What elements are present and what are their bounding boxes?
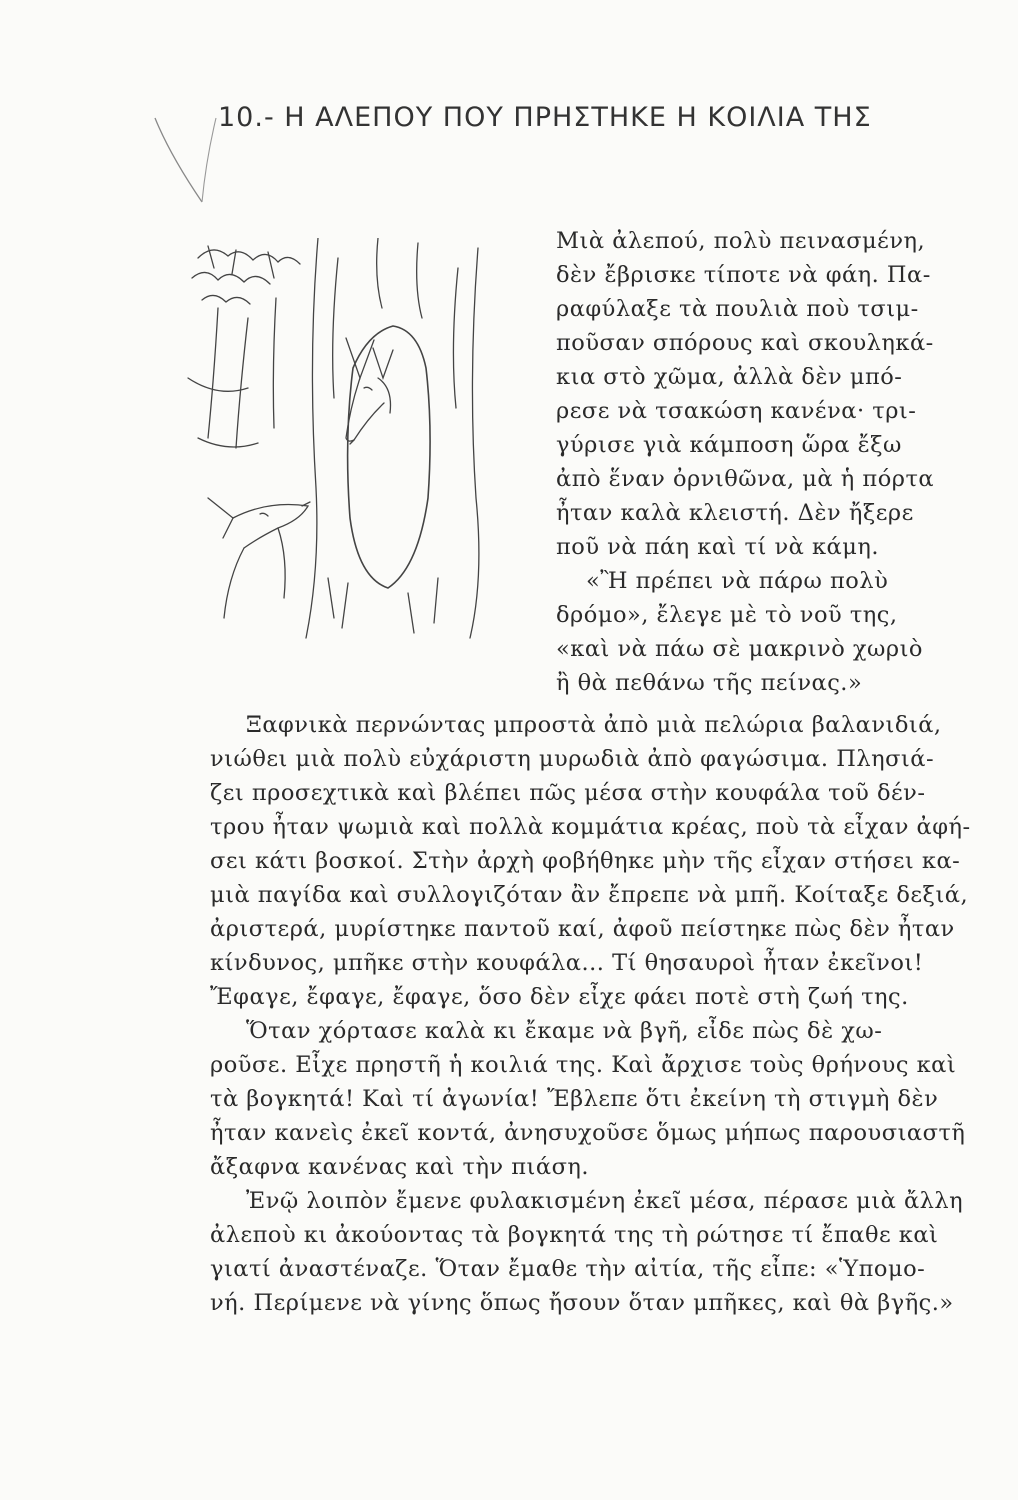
text-line: νιώθει μιὰ πολὺ εὐχάριστη μυρωδιὰ ἀπὸ φαγώσιμα. Πλησιά- [210,746,935,772]
text-line: ζει προσεχτικὰ καὶ βλέπει πῶς μέσα στὴν κουφάλα τοῦ δέν- [210,780,926,806]
text-line: ροῦσε. Εἶχε πρηστῆ ἡ κοιλιά της. Καὶ ἄρχισε τοὺς θρήνους καὶ [210,1052,957,1078]
text-line: νή. Περίμενε νὰ γίνης ὅπως ἤσουν ὅταν μπῆκες, καὶ θὰ βγῆς.» [210,1290,954,1316]
text-line: ἀπὸ ἕναν ὀρνιθῶνα, μὰ ἡ πόρτα [556,466,935,492]
text-line: ἄξαφνα κανένας καὶ τὴν πιάση. [210,1154,590,1180]
text-line: ποῦσαν σπόρους καὶ σκουληκά- [556,330,934,356]
text-line: δρόμο», ἔλεγε μὲ τὸ νοῦ της, [556,602,898,628]
text-line: Ἔφαγε, ἔφαγε, ἔφαγε, ὅσο δὲν εἶχε φάει ποτὲ στὴ ζωή της. [210,984,909,1010]
text-line: δὲν ἔβρισκε τίποτε νὰ φάη. Πα- [556,262,931,288]
text-line: κια στὸ χῶμα, ἀλλὰ δὲν μπό- [556,364,903,390]
text-line: ραφύλαξε τὰ πουλιὰ ποὺ τσιμ- [556,296,919,322]
text-line: ποῦ νὰ πάη καὶ τί νὰ κάμη. [556,534,879,560]
text-line: γιατί ἀναστέναζε. Ὅταν ἔμαθε τὴν αἰτία, τῆς εἶπε: «Ὑπομο- [210,1256,926,1282]
text-line: Μιὰ ἀλεπού, πολὺ πεινασμένη, [556,228,926,254]
text-line: ἀλεποὺ κι ἀκούοντας τὰ βογκητά της τὴ ρώτησε τί ἔπαθε καὶ [210,1222,939,1248]
text-line: σει κάτι βοσκοί. Στὴν ἀρχὴ φοβήθηκε μὴν τῆς εἶχαν στήσει κα- [210,848,961,874]
text-line: «καὶ νὰ πάω σὲ μακρινὸ χωριὸ [556,636,923,662]
text-line: ἢ θὰ πεθάνω τῆς πείνας.» [556,670,863,696]
text-line: Ξαφνικὰ περνώντας μπροστὰ ἀπὸ μιὰ πελώρια βαλανιδιά, [246,712,942,738]
text-line: τρου ἦταν ψωμιὰ καὶ πολλὰ κομμάτια κρέας, ποὺ τὰ εἶχαν ἀφή- [210,814,971,840]
text-line: ἦταν κανεὶς ἐκεῖ κοντά, ἀνησυχοῦσε ὅμως μήπως παρουσιαστῆ [210,1120,966,1146]
text-line: γύρισε γιὰ κάμποση ὥρα ἔξω [556,432,902,458]
text-line: μιὰ παγίδα καὶ συλλογιζόταν ἂν ἔπρεπε νὰ μπῆ. Κοίταξε δεξιά, [210,882,969,908]
chapter-title: 10.- Η ΑΛΕΠΟΥ ΠΟΥ ΠΡΗΣΤΗΚΕ Η ΚΟΙΛΙΑ ΤΗΣ [218,102,872,133]
text-line: κίνδυνος, μπῆκε στὴν κουφάλα... Τί θησαυροὶ ἦταν ἐκεῖνοι! [210,950,924,976]
fox-in-tree-hollow-icon [178,238,498,643]
text-line: «Ἢ πρέπει νὰ πάρω πολὺ [586,568,889,594]
text-line: τὰ βογκητά! Καὶ τί ἀγωνία! Ἔβλεπε ὅτι ἐκείνη τὴ στιγμὴ δὲν [210,1086,939,1112]
text-line: Ὅταν χόρτασε καλὰ κι ἔκαμε νὰ βγῆ, εἶδε πὼς δὲ χω- [246,1018,883,1044]
text-line: ἀριστερά, μυρίστηκε παντοῦ καί, ἀφοῦ πείστηκε πὼς δὲν ἦταν [210,916,955,942]
text-line: ρεσε νὰ τσακώση κανένα· τρι- [556,398,917,424]
text-line: ἦταν καλὰ κλειστή. Δὲν ἤξερε [556,500,914,526]
text-line: Ἐνῷ λοιπὸν ἔμενε φυλακισμένη ἐκεῖ μέσα, πέρασε μιὰ ἄλλη [246,1188,964,1214]
pencil-mark-icon [150,110,220,210]
